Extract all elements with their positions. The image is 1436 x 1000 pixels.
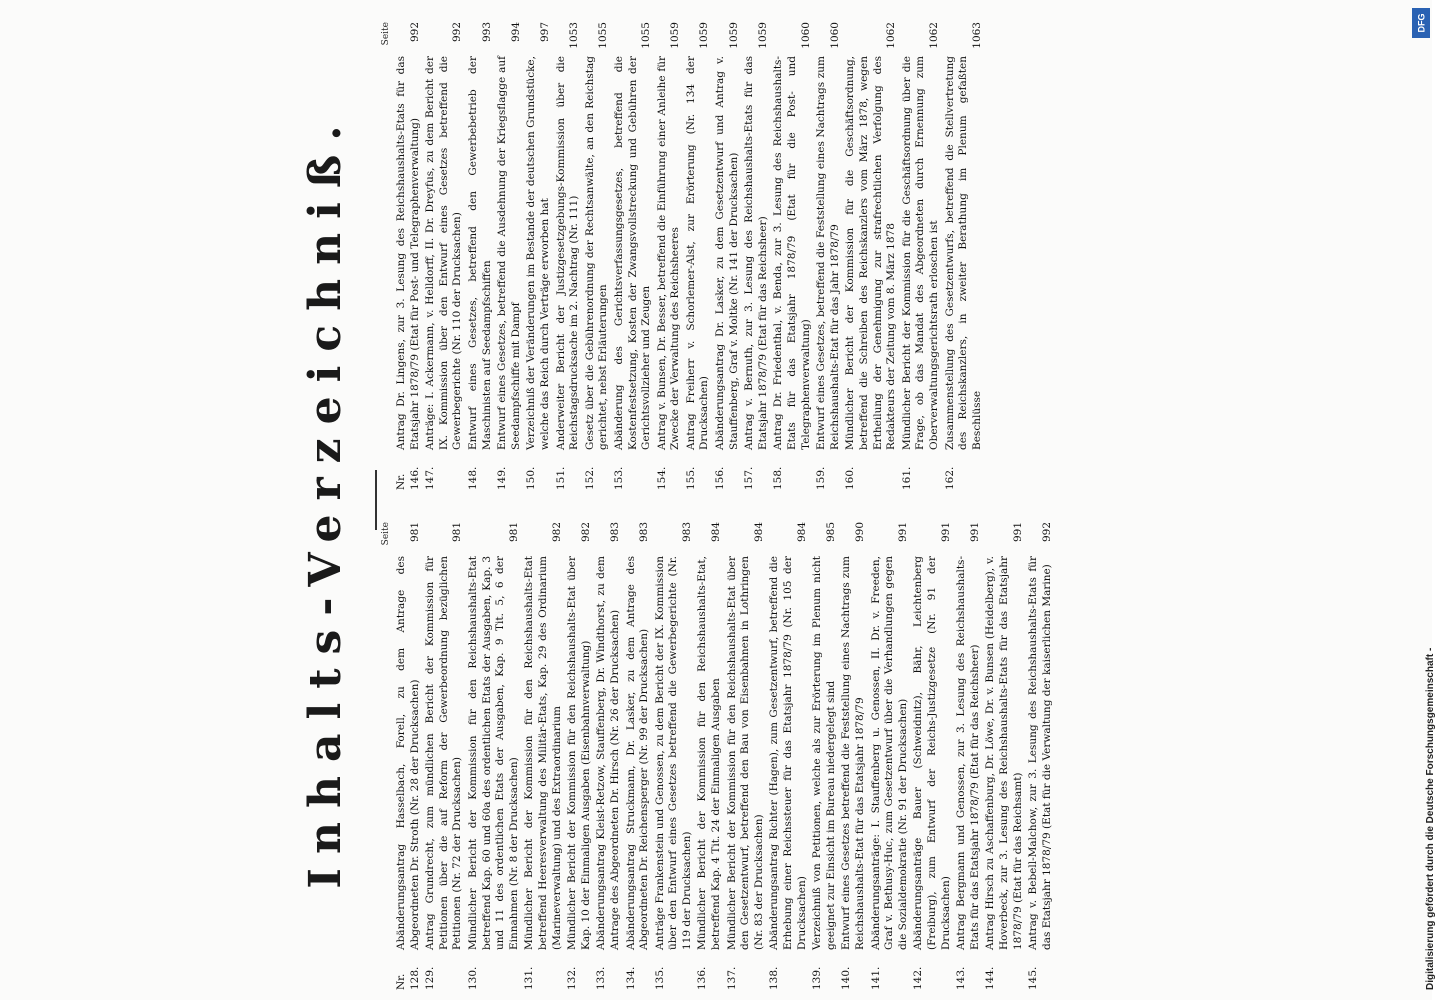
entry-number: 160.: [844, 466, 857, 490]
toc-entry: [870, 520, 911, 990]
entry-page-number: 1059: [669, 22, 682, 49]
entry-page-number: 1053: [568, 22, 581, 49]
toc-entry: [625, 520, 652, 990]
entry-text: Entwurf eines Gesetzes, betreffend den Gewerbebetrieb der Maschinisten auf Seedampfschiffen: [466, 56, 493, 450]
entry-text: Verzeichniß der Veränderungen im Bestande der deutschen Grundstücke, welche das Reich durch Verträge erworben hat: [525, 56, 551, 450]
entry-page-number: 991: [1011, 522, 1024, 543]
entry-number: 145.: [1027, 966, 1040, 990]
entry-text: Antrag Dr. Friedenthal, v. Benda, zur 3. Lesung des Reichshaushalts-Etats für das Etatsjahr 1878/79 (Etat für die Post- und Telegraphenverwaltung): [772, 56, 812, 450]
entry-text: Antrag v. Bebell-Malchow, zur 3. Lesung des Reichshaushalts-Etats für das Etatsjahr 1878/79 (Etat für die Verwaltung der kaiserlichen Marine): [1027, 556, 1053, 950]
entry-text: Anderweiter Bericht der Justizgesetzgebungs-Kommission über die Reichstagsdrucksache im 2. Nachtrag (Nr. 111): [554, 56, 581, 450]
entry-text: Antrag Hirsch zu Aschaffenburg, Dr. Löwe, Dr. v. Bunsen (Heidelberg), v. Hoverbeck, zur 3. Lesung des Reichshaushalts-Etats für das Etatsjahr 1878/79 (Etat für das Reichsamt): [984, 556, 1024, 950]
toc-entry: [714, 20, 741, 490]
toc-entry: [496, 20, 523, 490]
entry-page-number: 991: [968, 522, 981, 543]
toc-entry: [523, 520, 564, 990]
toc-entry: [811, 520, 838, 990]
entry-page-number: 983: [638, 522, 651, 543]
entry-page-number: 992: [451, 22, 464, 43]
entry-text: Abänderungsantrag Struckmann, Dr. Lasker, zu dem Antrage des Abgeordneten Dr. Reichensperger (Nr. 99 der Drucksachen): [624, 556, 651, 950]
entry-page-number: 1062: [927, 22, 940, 49]
entry-page-number: 992: [408, 22, 421, 43]
entry-number: 147.: [424, 466, 437, 490]
toc-entry: [912, 520, 953, 990]
entry-text: Mündlicher Bericht der Kommission für den Reichshaushalts-Etat betreffend Kap. 60 und 60a des ordentlichen Etats der Ausgaben, Kap. 3 und 11 des ordentlichen Etats der Ausgaben, Kap. 9 Tit. 5, 6 der Einnahmen (Nr. 8 der Drucksachen): [466, 556, 520, 950]
entry-text: Mündlicher Bericht der Kommission für den Reichshaushalts-Etat, betreffend Kap. 4 Tit. 24 der Einmaligen Ausgaben: [696, 556, 723, 950]
entry-number: 144.: [984, 966, 997, 990]
entry-number: 136.: [696, 966, 709, 990]
entry-page-number: 1060: [799, 22, 812, 49]
toc-entry: [743, 20, 770, 490]
watermark-text: Digitalisierung gefördert durch die Deutsche Forschungsgemeinschaft -: [1425, 647, 1436, 990]
entry-text: Anträge Frankenstein und Genossen, zu dem Bericht der IX. Kommission über den Entwurf eines Gesetzes betreffend die Gewerbegerichte (Nr. 119 der Drucksachen): [653, 556, 693, 950]
entry-number: 130.: [466, 966, 479, 990]
entry-page-number: 991: [939, 522, 952, 543]
toc-entry: [840, 520, 867, 990]
entry-text: Entwurf eines Gesetzes, betreffend die Feststellung eines Nachtrags zum Reichshaushalts-Etat für das Jahr 1878/79: [815, 56, 841, 450]
toc-entry: [525, 20, 552, 490]
toc-entry: [656, 20, 683, 490]
toc-entry: [584, 20, 611, 490]
entry-page-number: 997: [538, 22, 551, 43]
entry-text: Entwurf eines Gesetzes betreffend die Feststellung eines Nachtrags zum Reichshaushalts-Etat für das Etatsjahr 1878/79: [840, 556, 866, 950]
entry-text: Mündlicher Bericht der Kommission für den Reichshaushalts-Etat über den Gesetzentwurf, betreffend den Bau von Eisenbahnen in Lothringen (Nr. 83 der Drucksachen): [725, 556, 765, 950]
entry-text: Abänderungsanträge: I. Stauffenberg u. Genossen, II. Dr. v. Freeden, Graf v. Bethusy-Huc, zum Gesetzentwurf über die Verhandlungen gegen die Sozialdemokratie (Nr. 91 der Drucksachen): [869, 556, 909, 950]
entry-text: Antrag Grundrecht, zum mündlichen Bericht der Kommission für Petitionen über die auf Reform der Gewerbeordnung bezüglichen Petitionen (Nr. 72 der Drucksachen): [424, 556, 464, 950]
entry-number: 139.: [811, 966, 824, 990]
entry-number: 132.: [566, 966, 579, 990]
toc-entry: [901, 20, 942, 490]
entry-number: 142.: [912, 966, 925, 990]
entry-number: 161.: [900, 466, 913, 490]
left-seite-header: Seite: [381, 522, 391, 546]
entry-page-number: 983: [680, 522, 693, 543]
toc-entry: [467, 520, 521, 990]
toc-entry: [654, 520, 695, 990]
entry-page-number: 984: [710, 522, 723, 543]
toc-entry: [772, 20, 813, 490]
entry-page-number: 982: [550, 522, 563, 543]
entry-page-number: 1055: [597, 22, 610, 49]
entry-number: 158.: [772, 466, 785, 490]
entry-page-number: 981: [408, 522, 421, 543]
entry-number: 141.: [869, 966, 882, 990]
entry-text: Anträge: I. Ackermann, v. Helldorff, II. Dr. Dreyfus, zu dem Bericht der IX. Kommission über den Entwurf eines Gesetzes betreffend die Gewerbegerichte (Nr. 110 der Drucksachen): [424, 56, 464, 450]
entry-page-number: 1062: [885, 22, 898, 49]
entry-number: 153.: [612, 466, 625, 490]
entry-page-number: 1055: [640, 22, 653, 49]
entry-number: 135.: [653, 966, 666, 990]
right-column: [381, 20, 1225, 490]
entry-text: Abänderung des Gerichtsverfassungsgesetzes, betreffend die Kostenfestsetzung, Kosten der Zwangsvollstreckung und Gebühren der Gerichtsvollzieher und Zeugen: [612, 56, 653, 450]
entry-number: 133.: [595, 966, 608, 990]
entry-number: 143.: [955, 966, 968, 990]
entry-text: Antrag v. Bunsen, Dr. Besser, betreffend die Einführung einer Anleihe für Zwecke der Verwaltung des Reichsheeres: [655, 56, 682, 450]
entry-number: Nr. 146.: [395, 466, 421, 490]
entry-page-number: 992: [1040, 522, 1053, 543]
toc-entry: [726, 520, 767, 990]
dfg-logo-text: DFG: [1416, 13, 1426, 33]
entry-page-number: 990: [854, 522, 866, 543]
entry-page-number: 994: [509, 22, 522, 43]
right-entry-list: [395, 20, 984, 490]
entry-text: Abänderungsantrag Richter (Hagen), zum Gesetzentwurf, betreffend die Erhebung einer Reichssteuer für das Etatsjahr 1878/79 (Nr. 105 der Drucksachen): [768, 556, 808, 950]
entry-page-number: 993: [480, 22, 493, 43]
toc-entry: [595, 520, 622, 990]
entry-number: 140.: [840, 966, 853, 990]
entry-text: Gesetz über die Gebührenordnung der Rechtsanwälte, an den Reichstag gerichtet, nebst Erläuterungen: [583, 56, 610, 450]
entry-page-number: 1059: [698, 22, 711, 49]
entry-number: 154.: [655, 466, 668, 490]
entry-page-number: 1059: [756, 22, 769, 49]
entry-page-number: 981: [451, 522, 464, 543]
entry-number: 134.: [624, 966, 637, 990]
page-title: Inhalts-Verzeichniß.: [300, 111, 351, 889]
entry-number: 150.: [525, 466, 538, 490]
entry-page-number: 1059: [727, 22, 740, 49]
toc-entry: [467, 20, 494, 490]
toc-entry: [955, 520, 982, 990]
toc-entry: [566, 520, 593, 990]
left-entry-list: [395, 520, 1054, 990]
entry-number: 151.: [554, 466, 567, 490]
entry-page-number: 983: [608, 522, 621, 543]
entry-text: Zusammenstellung des Gesetzentwurfs, betreffend die Stellvertretung des Reichskanzlers, in zweiter Berathung im Plenum gefaßten Beschlüsse: [943, 56, 983, 450]
toc-entry: [424, 520, 465, 990]
entry-number: 129.: [424, 966, 437, 990]
entry-text: Mündlicher Bericht der Kommission für die Geschäftsordnung, betreffend die Schreiben des Reichskanzlers vom März 1878, wegen Ertheilung der Genehmigung zur strafrechtlichen Verfolgung des Redakteurs der Zeitung vom 8. März 1878: [844, 56, 898, 450]
entry-number: 148.: [466, 466, 479, 490]
dfg-logo: [1412, 8, 1430, 38]
entry-text: Abänderungsantrag Hasselbach, Forell, zu dem Antrage des Abgeordneten Dr. Stroth (Nr. 28 der Drucksachen): [395, 556, 421, 950]
entry-text: Mündlicher Bericht der Kommission für den Reichshaushalts-Etat über Kap. 10 der Einmaligen Ausgaben (Eisenbahnverwaltung): [566, 556, 592, 950]
entry-number: 157.: [743, 466, 756, 490]
toc-entry: [685, 20, 712, 490]
entry-number: Nr. 128.: [395, 966, 421, 990]
entry-number: 152.: [583, 466, 596, 490]
toc-entry: [424, 20, 465, 490]
entry-text: Antrag Dr. Lingens, zur 3. Lesung des Reichshaushalts-Etats für das Etatsjahr 1878/79 (Etat für Post- und Telegraphenverwaltung): [395, 56, 421, 450]
toc-entry: [768, 520, 809, 990]
entry-text: Mündlicher Bericht der Kommission für den Reichshaushalts-Etat betreffend Heeresverwaltung des Militär-Etats, Kap. 29 des Ordinarium (Marineverwaltung) und des Extraordinarium: [523, 556, 563, 950]
entry-text: Abänderungsantrag Kleist-Retzow, Stauffenberg, Dr. Windthorst, zu dem Antrage des Abgeordneten Dr. Hirsch (Nr. 26 der Drucksachen): [595, 556, 621, 950]
entry-text: Mündlicher Bericht der Kommission für die Geschäftsordnung über die Frage, ob das Mandat des Abgeordneten durch Ernennung zum Oberverwaltungsgerichtsrath erloschen ist: [900, 56, 940, 450]
entry-number: 156.: [714, 466, 727, 490]
toc-entry: [395, 520, 422, 990]
toc-entry: [984, 520, 1025, 990]
entry-page-number: 1060: [828, 22, 841, 49]
entry-number: 162.: [943, 466, 956, 490]
entry-number: 155.: [684, 466, 697, 490]
entry-number: 137.: [725, 966, 738, 990]
right-seite-header: Seite: [381, 22, 391, 46]
entry-number: 131.: [523, 966, 536, 990]
toc-entry: [1027, 520, 1054, 990]
entry-page-number: 981: [507, 522, 520, 543]
entry-text: Verzeichniß von Petitionen, welche als zur Erörterung im Plenum nicht geeignet zur Einsicht im Bureau niedergelegt sind: [811, 556, 837, 950]
toc-entry: [613, 20, 654, 490]
entry-page-number: 984: [795, 522, 808, 543]
entry-text: Abänderungsanträge Bauer (Schweidnitz), Bähr, Leichtenberg (Freiburg), zum Entwurf der Reichs-Justizgesetze (Nr. 91 der Drucksachen): [912, 556, 952, 950]
toc-entry: [696, 520, 723, 990]
entry-page-number: 984: [752, 522, 765, 543]
toc-entry: [944, 20, 985, 490]
entry-text: Abänderungsantrag Dr. Lasker, zu dem Gesetzentwurf und Antrag v. Stauffenberg, Graf v. Moltke (Nr. 141 der Drucksachen): [714, 56, 740, 450]
entry-page-number: 1063: [970, 22, 983, 49]
toc-entry: [555, 20, 582, 490]
left-column: [381, 520, 1225, 990]
entry-text: Entwurf eines Gesetzes, betreffend die Ausdehnung der Kriegsflagge auf Seedampfschiffe mit Dampf: [496, 56, 522, 450]
toc-entry: [815, 20, 842, 490]
entry-number: 138.: [768, 966, 781, 990]
entry-number: 159.: [815, 466, 828, 490]
entry-number: 149.: [496, 466, 509, 490]
entry-page-number: 991: [896, 522, 909, 543]
toc-entry: [844, 20, 898, 490]
entry-text: Antrag Bergmann und Genossen, zur 3. Lesung des Reichshaushalts-Etats für das Etatsjahr 1878/79 (Etat für das Reichsheer): [955, 556, 981, 950]
entry-text: Antrag v. Bernuth, zur 3. Lesung des Reichshaushalts-Etats für das Etatsjahr 1878/79 (Etat für das Reichsheer): [743, 56, 769, 450]
title-rule: [375, 470, 377, 530]
entry-page-number: 982: [579, 522, 592, 543]
toc-entry: [395, 20, 422, 490]
entry-text: Antrag Freiherr v. Schorlemer-Alst, zur Erörterung (Nr. 134 der Drucksachen): [684, 56, 711, 450]
entry-page-number: 985: [824, 522, 837, 543]
